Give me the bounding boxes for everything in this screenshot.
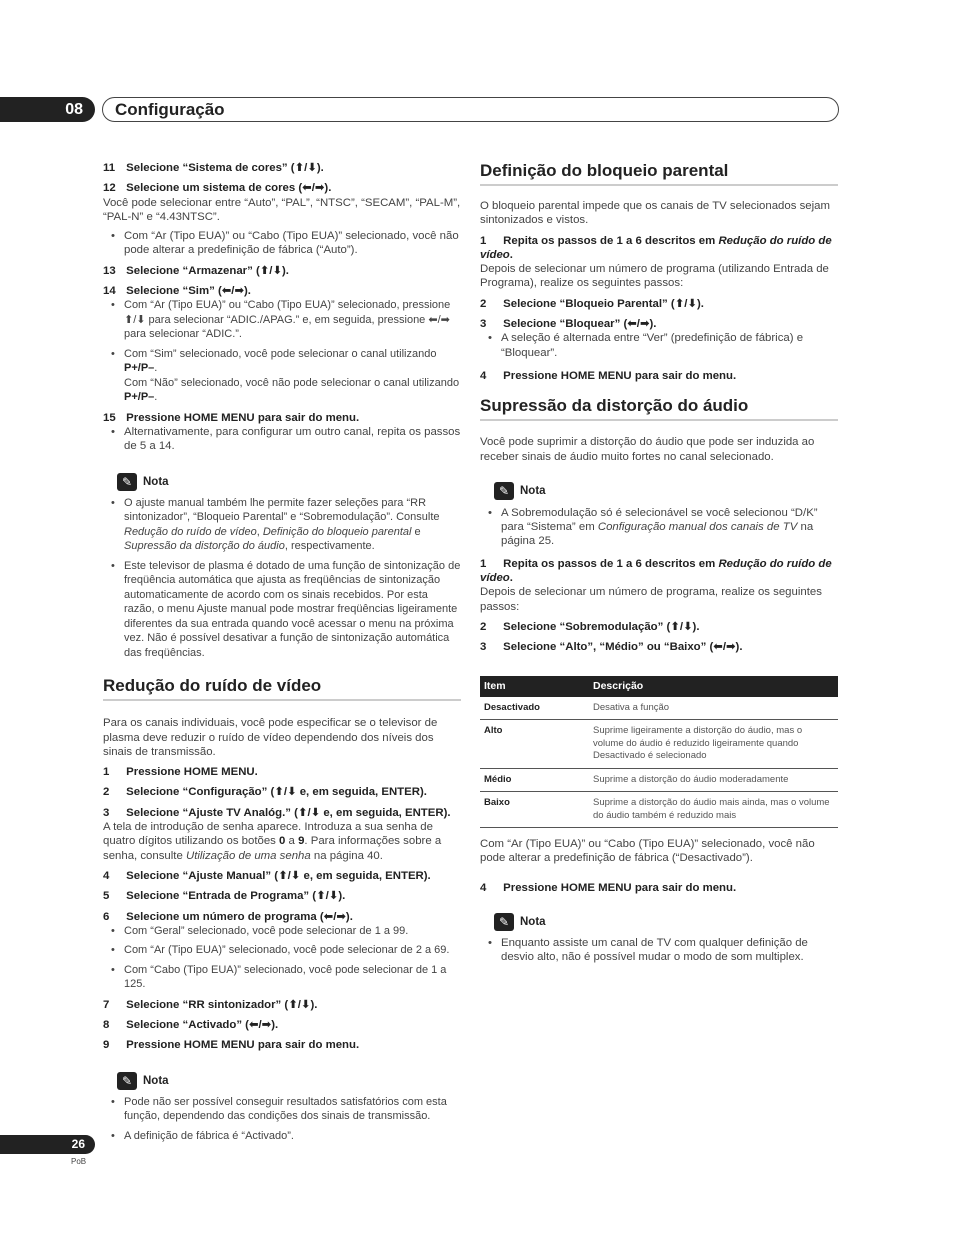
parental-intro: O bloqueio parental impede que os canais de TV selecionados sejam sintonizados e vistos. (480, 200, 830, 227)
noise-step-1: 1 Pressione HOME MENU. (103, 766, 258, 779)
step-number: 12 (103, 182, 116, 195)
parental-step-1-description: Depois de selecionar um número de programa (utilizando Entrada de Programa), realize os seguintes passos: (480, 263, 829, 290)
table-cell-item: Alto (480, 720, 589, 769)
step-12-description: Você pode selecionar entre “Auto”, “PAL”, “NTSC”, “SECAM”, “PAL-M”, “PAL-N” e “4.43NTSC”. (103, 196, 461, 223)
step-13 (103, 264, 461, 278)
section-title-audio-distortion: Supressão da distorção do áudio (480, 395, 838, 421)
table-cell-item: Baixo (480, 792, 589, 828)
table-header-row (480, 676, 838, 697)
step-number: 13 (103, 264, 116, 277)
table-cell-description: Suprime a distorção do áudio moderadamente (589, 768, 838, 792)
table-cell-description: Suprime ligeiramente a distorção do áudio, mas o volume do áudio é reduzido ligeiramente quando Desactivado é selecionado (589, 720, 838, 769)
note-label: Nota (520, 484, 546, 497)
note-header (494, 481, 838, 501)
note-header (117, 472, 461, 492)
step-11 (103, 161, 461, 175)
note-header (494, 912, 838, 932)
table-header-item: Item (480, 676, 589, 697)
parental-step-4: 4 Pressione HOME MENU para sair do menu. (480, 369, 737, 382)
table-row (480, 720, 838, 769)
step-14 (103, 284, 461, 298)
language-code: PoB (71, 1157, 87, 1166)
parental-step-3: 3 Selecione “Bloquear” (⬅/➡). (480, 318, 657, 331)
left-column (103, 160, 461, 1143)
step-12-bullet: • Com “Ar (Tipo EUA)” ou “Cabo (Tipo EUA)” selecionado, você não pode alterar a predefinição de fábrica (“Auto”). (103, 229, 461, 258)
table-row (480, 792, 838, 828)
noise-step-7: 7 Selecione “RR sintonizador” (⬆/⬇). (103, 998, 318, 1011)
noise-step-6-bullet-3: • Com “Cabo (Tipo EUA)” selecionado, você pode selecionar de 1 a 125. (103, 963, 461, 992)
right-column (480, 160, 838, 965)
table-cell-description: Suprime a distorção do áudio mais ainda, mas o volume do áudio também é reduzido mais (589, 792, 838, 828)
audio-note-bullet: • A Sobremodulação só é selecionável se você selecionou “D/K” para “Sistema” em Configuração manual dos canais de TV na página 25. (480, 506, 838, 549)
noise-intro: Para os canais individuais, você pode especificar se o televisor de plasma deve reduzir o ruído de vídeo dependendo dos níveis dos sinais de transmissão. (103, 717, 438, 758)
overmodulation-table (480, 676, 838, 829)
table-row (480, 697, 838, 720)
noise-step-9: 9 Pressione HOME MENU para sair do menu. (103, 1039, 360, 1052)
table-cell-description: Desativa a função (589, 697, 838, 720)
noise-step-4: 4 Selecione “Ajuste Manual” (⬆/⬇ e, em seguida, ENTER). (103, 869, 431, 882)
section-title-noise-reduction: Redução do ruído de vídeo (103, 675, 461, 701)
audio-step-3: 3 Selecione “Alto”, “Médio” ou “Baixo” (⬅/➡). (480, 641, 743, 654)
noise-note-bullet-1: • Pode não ser possível conseguir resultados satisfatórios com esta função, dependendo das condições dos sinais de transmissão. (103, 1095, 461, 1124)
noise-step-5: 5 Selecione “Entrada de Programa” (⬆/⬇). (103, 890, 346, 903)
step-number: 14 (103, 285, 116, 298)
parental-step-3-bullet: • A seleção é alternada entre “Ver” (predefinição de fábrica) e “Bloquear”. (480, 331, 838, 360)
noise-step-3: 3 Selecione “Ajuste TV Analóg.” (⬆/⬇ e, em seguida, ENTER). (103, 806, 451, 819)
note-bullet-2: • Este televisor de plasma é dotado de uma função de sintonização de freqüência automática que ajusta as freqüências de sintonização automaticamente de acordo com os sinais recebidos. Por esta razão, o menu Ajuste manual pode mostrar freqüências ligeiramente diferentes da sua entrada quando você acessar o menu na próxima vez. Não é possível desativar a função de sintonização automática das freqüências. (103, 559, 461, 661)
step-14-bullet-2: • Com “Sim” selecionado, você pode selecionar o canal utilizando P+/P–. Com “Não” selecionado, você não pode selecionar o canal utilizando P+/P–. (103, 347, 461, 405)
step-15-bullet: • Alternativamente, para configurar um outro canal, repita os passos de 5 a 14. (103, 425, 461, 454)
parental-step-2: 2 Selecione “Bloqueio Parental” (⬆/⬇). (480, 297, 704, 310)
noise-step-6-bullet-1: • Com “Geral” selecionado, você pode selecionar de 1 a 99. (103, 924, 461, 939)
audio-step-4: 4 Pressione HOME MENU para sair do menu. (480, 881, 737, 894)
pencil-note-icon: ✎ (117, 1072, 137, 1090)
step-12 (103, 181, 461, 195)
note-header (117, 1071, 461, 1091)
audio-step-1: 1 Repita os passos de 1 a 6 descritos em Redução do ruído de vídeo. (480, 557, 832, 585)
step-text: Selecione “Sistema de cores” (⬆/⬇). (126, 162, 324, 174)
noise-step-8: 8 Selecione “Activado” (⬅/➡). (103, 1019, 279, 1032)
noise-step-6-bullet-2: • Com “Ar (Tipo EUA)” selecionado, você pode selecionar de 2 a 69. (103, 943, 461, 958)
pencil-note-icon: ✎ (117, 473, 137, 491)
step-text: Selecione “Sim” (⬅/➡). (126, 285, 251, 298)
pencil-note-icon: ✎ (494, 913, 514, 931)
step-text: Selecione “Armazenar” (⬆/⬇). (126, 264, 289, 277)
table-header-description: Descrição (589, 676, 838, 697)
note-bullet-1: • O ajuste manual também lhe permite fazer seleções para “RR sintonizador”, “Bloqueio Parental” e “Sobremodulação”. Consulte Redução do ruído de vídeo, Definição do bloqueio parental e Supressão da distorção do áudio, respectivamente. (103, 496, 461, 554)
chapter-number-tab: 08 (0, 97, 95, 122)
note-label: Nota (143, 1074, 169, 1087)
step-14-bullet-1: • Com “Ar (Tipo EUA)” ou “Cabo (Tipo EUA)” selecionado, pressione ⬆/⬇ para selecionar “ADIC./APAG.” e, em seguida, pressione ⬅/➡ para selecionar “ADIC.”. (103, 298, 461, 342)
audio-note2-bullet: • Enquanto assiste um canal de TV com qualquer definição de desvio alto, não é possível mudar o modo de som multiplex. (480, 936, 838, 965)
audio-after-table: Com “Ar (Tipo EUA)” ou “Cabo (Tipo EUA)” selecionado, você não pode alterar a predefinição de fábrica (“Desactivado”). (480, 838, 815, 865)
noise-step-3-description: A tela de introdução de senha aparece. Introduza a sua senha de quatro dígitos utilizando os botões 0 a 9. Para informações sobre a senha, consulte Utilização de uma senha na página 40. (103, 821, 442, 862)
section-title-parental-lock: Definição do bloqueio parental (480, 160, 838, 186)
step-number: 15 (103, 411, 116, 424)
noise-note-bullet-2: • A definição de fábrica é “Activado”. (103, 1129, 461, 1144)
table-cell-item: Desactivado (480, 697, 589, 720)
pencil-note-icon: ✎ (494, 482, 514, 500)
audio-step-1-description: Depois de selecionar um número de programa, realize os seguintes passos: (480, 586, 822, 613)
noise-step-6: 6 Selecione um número de programa (⬅/➡). (103, 910, 353, 923)
parental-step-1: 1 Repita os passos de 1 a 6 descritos em Redução do ruído de vídeo. (480, 234, 832, 261)
step-15 (103, 411, 461, 425)
table-row (480, 768, 838, 792)
step-text: Selecione um sistema de cores (⬅/➡). (126, 182, 332, 195)
audio-step-2: 2 Selecione “Sobremodulação” (⬆/⬇). (480, 620, 700, 633)
note-label: Nota (520, 915, 546, 928)
chapter-title: Configuração (115, 100, 225, 119)
step-text: Pressione HOME MENU para sair do menu. (126, 411, 360, 424)
step-number: 11 (103, 162, 116, 174)
note-label: Nota (143, 475, 169, 488)
page-number: 26 (0, 1135, 95, 1154)
table-cell-item: Médio (480, 768, 589, 792)
audio-intro: Você pode suprimir a distorção do áudio que pode ser induzida ao receber sinais de áudio muito fortes no canal selecionado. (480, 436, 815, 463)
noise-step-2: 2 Selecione “Configuração” (⬆/⬇ e, em seguida, ENTER). (103, 786, 427, 799)
